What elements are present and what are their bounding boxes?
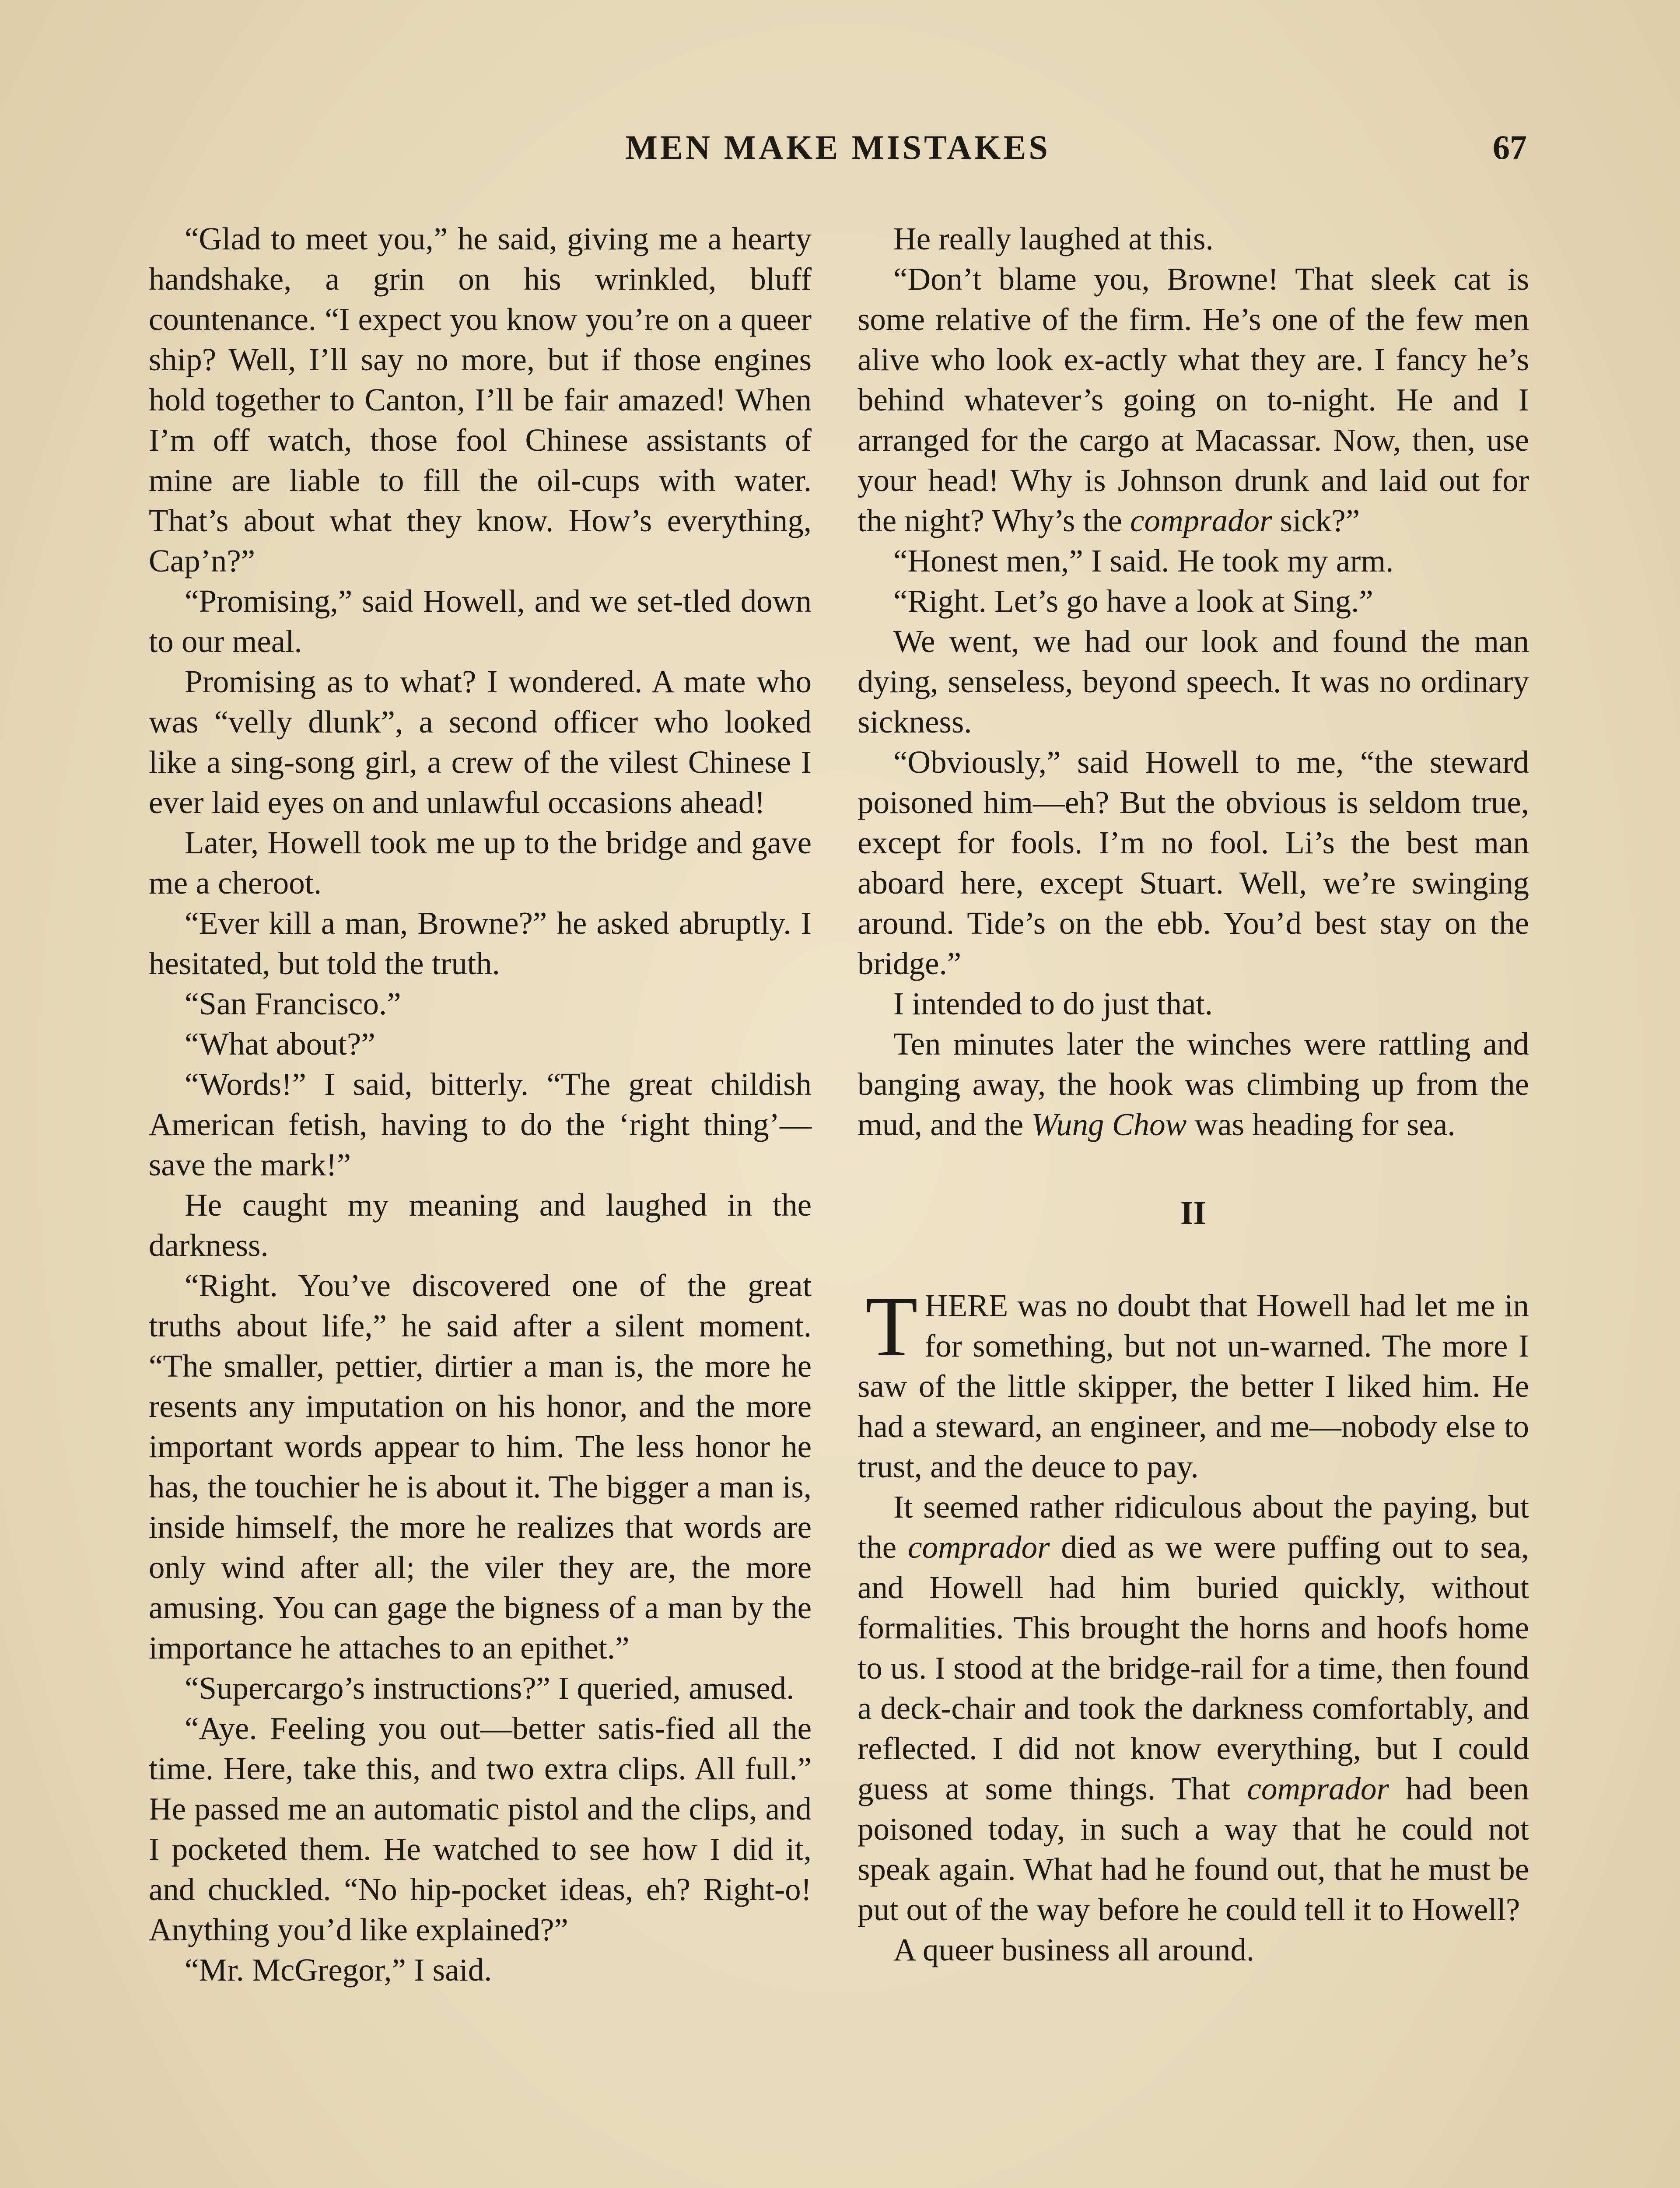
text-run: had been poisoned today, in such a way that he could not speak again. What had he found out, that he must be put out of the way before he could tell it to Howell? xyxy=(858,1771,1530,1927)
text-run: It seemed rather ridiculous about the paying, but the xyxy=(858,1489,1529,1565)
paragraph: Promising as to what? I wondered. A mate who was “velly dlunk”, a second officer who looked like a sing-song girl, a crew of the vilest Chinese I ever laid eyes on and unlawful occasions ahead! xyxy=(149,664,812,820)
text-run: “Don’t blame you, Browne! That sleek cat is some relative of the firm. He’s one of the few men alive who look ex-actly what they are. I fancy he’s behind whatever’s going on to-night. He and I arranged for the cargo at Macassar. Now, then, use your head! Why is Johnson drunk and laid out for the night? Why’s the xyxy=(858,261,1529,538)
section-heading: II xyxy=(1180,1195,1207,1231)
paragraph: “Glad to meet you,” he said, giving me a hearty handshake, a grin on his wrinkled, bluff countenance. “I expect you know you’re on a queer ship? Well, I’ll say no more, but if those engines hold together to Canton, I’ll be fair amazed! When I’m off watch, those fool Chinese assistants of mine are liable to fill the oil-cups with water. That’s about what they know. How’s everything, Cap’n?” xyxy=(149,221,812,579)
ship-name: Wung Chow xyxy=(1031,1107,1187,1142)
paragraph xyxy=(858,259,1529,541)
paragraph: “What about?” xyxy=(185,1026,375,1062)
paragraph xyxy=(858,1487,1529,1930)
text-run: HERE was no doubt that Howell had let me in for something, but not un-warned. The more I saw of the little skipper, the better I liked him. He had a steward, an engineer, and me—nobody else to trust, and the deuce to pay. xyxy=(858,1288,1529,1484)
paragraph: Later, Howell took me up to the bridge and gave me a cheroot. xyxy=(149,825,812,901)
paragraph: I intended to do just that. xyxy=(893,986,1213,1021)
paragraph: “Ever kill a man, Browne?” he asked abruptly. I hesitated, but told the truth. xyxy=(149,905,812,981)
paragraph: “Obviously,” said Howell to me, “the steward poisoned him—eh? But the obvious is seldom true, except for fools. I’m no fool. Li’s the best man aboard here, except Stuart. Well, we’re swinging around. Tide’s on the ebb. You’d best stay on the bridge.” xyxy=(858,744,1529,981)
text-run: Ten minutes later the winches were rattling and banging away, the hook was climbing up from the mud, and the xyxy=(858,1026,1529,1142)
paragraph: He caught my meaning and laughed in the darkness. xyxy=(149,1187,812,1263)
text-run: sick?” xyxy=(1280,503,1360,538)
text-run: was heading for sea. xyxy=(1194,1107,1456,1142)
paragraph: He really laughed at this. xyxy=(893,221,1214,256)
paragraph xyxy=(858,1279,1529,1487)
paragraph: “Aye. Feeling you out—better satis-fied all the time. Here, take this, and two extra clips. All full.” He passed me an automatic pistol and the clips, and I pocketed them. He watched to see how I did it, and chuckled. “No hip-pocket ideas, eh? Right-o! Anything you’d like explained?” xyxy=(149,1711,812,1947)
paragraph: “Right. You’ve discovered one of the great truths about life,” he said after a silent moment. “The smaller, pettier, dirtier a man is, the more he resents any imputation on his honor, and the more important words appear to him. The less honor he has, the touchier he is about it. The bigger a man is, inside himself, the more he realizes that words are only wind after all; the viler they are, the more amusing. You can gage the bigness of a man by the importance he attaches to an epithet.” xyxy=(149,1268,812,1666)
paragraph: “Promising,” said Howell, and we set-tled down to our meal. xyxy=(149,583,812,659)
running-head xyxy=(149,128,1527,176)
paragraph: “Supercargo’s instructions?” I queried, amused. xyxy=(185,1670,794,1706)
italic-term: comprador xyxy=(908,1529,1050,1565)
running-title: MEN MAKE MISTAKES xyxy=(625,128,1050,166)
italic-term: comprador xyxy=(1247,1771,1389,1806)
paragraph xyxy=(858,1024,1529,1145)
text-run: died as we were puffing out to sea, and Howell had him buried quickly, without formalities. This brought the horns and hoofs home to us. I stood at the bridge-rail for a time, then found a deck-chair and took the darkness comfortably, and reflected. I did not know everything, but I could guess at some things. That xyxy=(858,1529,1530,1806)
paragraph: “San Francisco.” xyxy=(185,986,401,1021)
paragraph: “Words!” I said, bitterly. “The great childish American fetish, having to do the ‘right thing’—save the mark!” xyxy=(149,1066,812,1182)
paragraph: “Right. Let’s go have a look at Sing.” xyxy=(893,583,1373,619)
page-number: 67 xyxy=(1493,128,1527,166)
paragraph: A queer business all around. xyxy=(893,1932,1255,1967)
left-column xyxy=(149,219,812,1990)
drop-cap: T xyxy=(865,1279,918,1374)
right-column xyxy=(858,219,1529,1970)
paragraph: “Honest men,” I said. He took my arm. xyxy=(893,543,1394,579)
paragraph: “Mr. McGregor,” I said. xyxy=(185,1952,492,1988)
italic-term: comprador xyxy=(1130,503,1272,538)
paragraph: We went, we had our look and found the man dying, senseless, beyond speech. It was no ordinary sickness. xyxy=(858,624,1529,740)
